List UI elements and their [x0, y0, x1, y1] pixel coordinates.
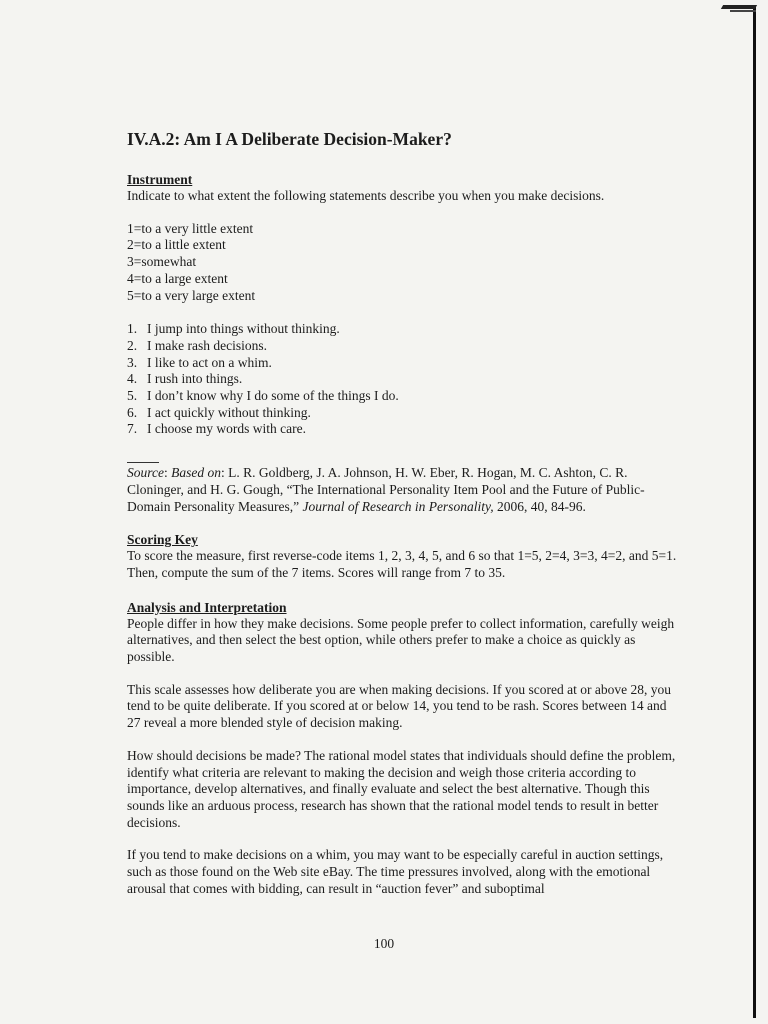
statement-number: 2.	[127, 337, 138, 353]
analysis-paragraph: People differ in how they make decisions. Some people prefer to collect information, carefully weigh alternatives, and then select the best option, while others prefer to make a choice as quickly as possible.	[127, 615, 675, 665]
source-label: Source	[127, 465, 164, 481]
footnote-rule	[127, 462, 159, 463]
analysis-paragraph: If you tend to make decisions on a whim, you may want to be especially careful in auction settings, such as those found on the Web site eBay. The time pressures involved, along with the emotional arousal that comes with bidding, can result in “auction fever” and suboptimal	[127, 847, 664, 896]
instrument-intro: Indicate to what extent the following statements describe you when you make decisions.	[127, 188, 605, 203]
page-title: IV.A.2: Am I A Deliberate Decision-Maker?	[127, 129, 452, 149]
analysis-heading: Analysis and Interpretation	[127, 599, 287, 615]
rating-scale-list	[127, 221, 677, 305]
source-citation: Source: Based on: L. R. Goldberg, J. A. Johnson, H. W. Eber, R. Hogan, M. C. Ashton, C. R. Cloninger, and H. G. Gough, “The International Personality Item Pool and the Future of Public-Domain Personality Measures,” Journal of Research in Personality, 2006, 40, 84-96.	[127, 465, 645, 514]
source-based-on: Based on	[171, 465, 222, 481]
statement-item	[127, 338, 677, 355]
statement-item	[127, 405, 677, 422]
statement-text: I like to act on a whim.	[147, 354, 272, 370]
statement-item	[127, 321, 677, 338]
scan-edge-mark-secondary	[730, 10, 756, 12]
rating-scale-item: 4=to a large extent	[127, 270, 228, 286]
statement-text: I don’t know why I do some of the things I do.	[147, 388, 399, 404]
statement-item	[127, 355, 677, 372]
statement-text: I choose my words with care.	[147, 421, 306, 437]
scoring-heading: Scoring Key	[127, 532, 198, 548]
statement-item	[127, 388, 677, 405]
analysis-paragraph: This scale assesses how deliberate you are when making decisions. If you scored at or above 28, you tend to be quite deliberate. If you scored at or below 14, you tend to be rash. Scores between 14 and 27 reveal a more blended style of decision making.	[127, 681, 671, 731]
source-journal: Journal of Research in Personality,	[302, 498, 494, 514]
statement-item	[127, 371, 677, 388]
statement-item	[127, 421, 677, 438]
rating-scale-item: 3=somewhat	[127, 254, 197, 270]
statement-text: I rush into things.	[147, 371, 243, 387]
scan-edge-line	[753, 6, 756, 1018]
instrument-heading: Instrument	[127, 172, 193, 187]
rating-scale-item: 1=to a very little extent	[127, 220, 254, 236]
statement-number: 3.	[127, 354, 138, 370]
statement-number: 1.	[127, 321, 138, 337]
page-number: 100	[373, 936, 395, 951]
statement-text: I act quickly without thinking.	[147, 404, 311, 420]
rating-scale-item: 2=to a little extent	[127, 237, 226, 253]
statement-text: I make rash decisions.	[147, 337, 267, 353]
source-authors: L. R. Goldberg, J. A. Johnson, H. W. Eber, R. Hogan, M. C. Ashton, C. R. Cloninger, and H. G. Gough, “The International Personality Item Pool and the Future of Public-Domain Personality Measures,”	[127, 465, 645, 514]
statement-number: 4.	[127, 371, 138, 387]
statement-number: 7.	[127, 421, 138, 437]
statement-number: 5.	[127, 388, 138, 404]
rating-scale-item: 5=to a very large extent	[127, 287, 256, 303]
source-details: 2006, 40, 84-96.	[496, 498, 586, 514]
scoring-text: To score the measure, first reverse-code items 1, 2, 3, 4, 5, and 6 so that 1=5, 2=4, 3=3, 4=2, and 5=1. Then, compute the sum of the 7 items. Scores will range from 7 to 35.	[127, 548, 677, 580]
document-page	[127, 128, 677, 898]
analysis-paragraph: How should decisions be made? The rational model states that individuals should define the problem, identify what criteria are relevant to making the decision and weigh those criteria according to importance, develop alternatives, and finally evaluate and select the best alternative. Though this sounds like an arduous process, research has shown that the rational model tends to result in better decisions.	[127, 747, 676, 830]
statement-number: 6.	[127, 404, 138, 420]
scan-edge-mark	[721, 5, 757, 9]
statement-list	[127, 321, 677, 438]
statement-text: I jump into things without thinking.	[147, 321, 340, 337]
